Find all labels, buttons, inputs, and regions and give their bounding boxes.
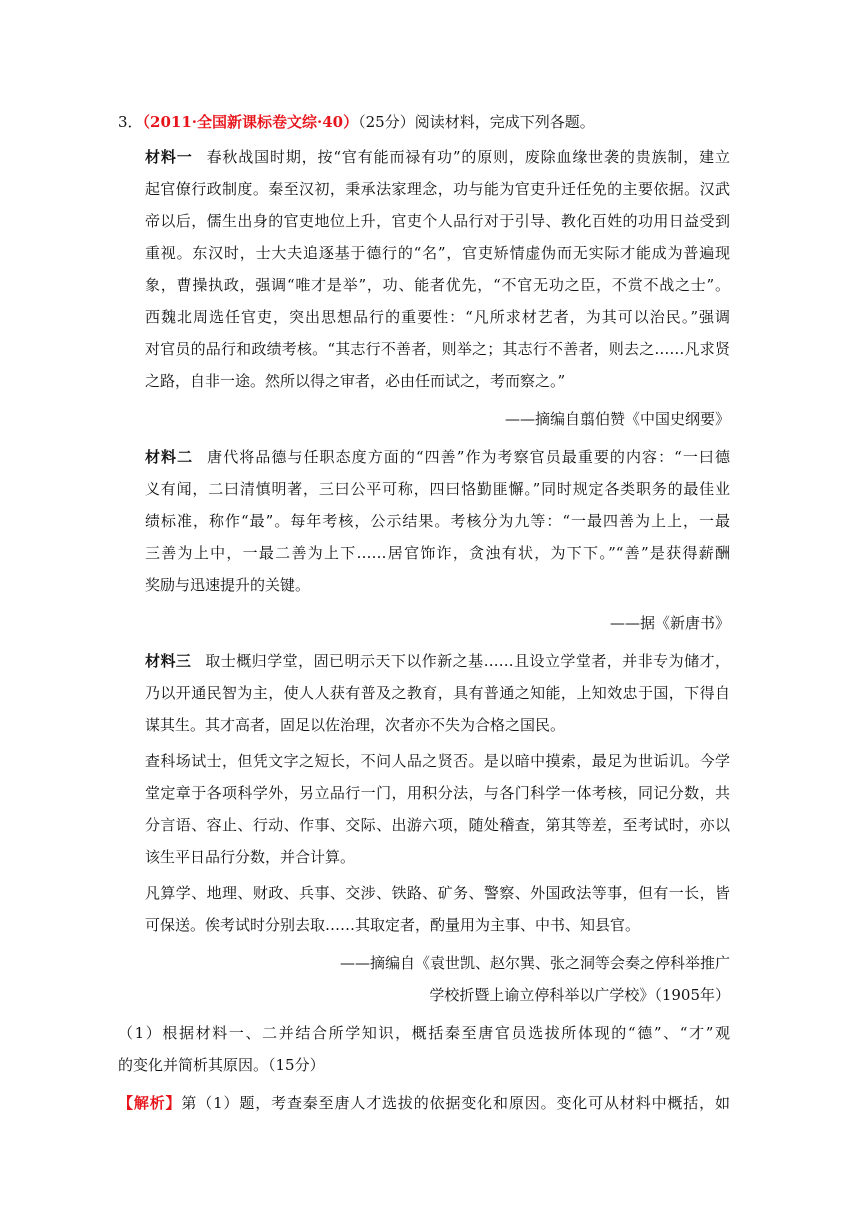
analysis-line bbox=[118, 1092, 730, 1114]
material-3-line: 乃以开通民智为主，使人人获有普及之教育，具有普通之知能，上知效忠于国，下得自 bbox=[145, 684, 730, 702]
material-2-line: 义有闻，二曰清慎明著，三曰公平可称，四曰恪勤匪懈。”同时规定各类职务的最佳业 bbox=[145, 480, 730, 498]
material-1-line: 帝以后，儒生出身的官吏地位上升，官吏个人品行对于引导、教化百姓的功用日益受到 bbox=[145, 212, 730, 230]
material-2-line: 奖励与迅速提升的关键。 bbox=[145, 576, 311, 594]
question-instruction: 阅读材料，完成下列各题。 bbox=[414, 113, 595, 131]
material-1-line: 之路，自非一途。然所以得之审者，必由任而试之，考而察之。” bbox=[145, 372, 566, 390]
question-header bbox=[118, 111, 730, 133]
material-3-line: 可保送。俟考试时分别去取……其取定者，酌量用为主事、中书、知县官。 bbox=[145, 916, 641, 934]
material-1-line: 西魏北周选任官吏，突出思想品行的重要性：“凡所求材艺者，为其可以治民。”强调 bbox=[145, 308, 730, 326]
question-score: （25分） bbox=[358, 113, 415, 131]
material-3-line: 该生平日品行分数，并合计算。 bbox=[145, 848, 356, 866]
material-3-source-line-1: ——摘编自《袁世凯、赵尔巽、张之洞等会奏之停科举推广 bbox=[339, 954, 730, 972]
material-1-line bbox=[145, 146, 730, 168]
material-3-text: 取士概归学堂，固已明示天下以作新之基……且设立学堂者，并非专为储才， bbox=[205, 652, 730, 670]
material-2-text: 唐代将品德与任职态度方面的“四善”作为考察官员最重要的内容：“一曰德 bbox=[207, 448, 730, 466]
material-3-line: 凡算学、地理、财政、兵事、交涉、铁路、矿务、警察、外国政法等事，但有一长，皆 bbox=[145, 884, 730, 902]
material-1-text: 春秋战国时期，按“官有能而禄有功”的原则，废除血缘世袭的贵族制，建立 bbox=[206, 148, 730, 166]
material-3-source-line-2: 学校折暨上谕立停科举以广学校》（1905年） bbox=[429, 986, 730, 1004]
material-1-line: 起官僚行政制度。秦至汉初，秉承法家理念，功与能为官吏升迁任免的主要依据。汉武 bbox=[145, 180, 730, 198]
subquestion-1-line: 的变化并简析其原因。（15分） bbox=[118, 1056, 325, 1074]
material-3-line: 堂定章于各项科学外，另立品行一门，用积分法，与各门科学一体考核，同记分数，共 bbox=[145, 784, 730, 802]
material-3-label: 材料三 bbox=[145, 652, 192, 670]
material-2-source: ——据《新唐书》 bbox=[609, 614, 730, 632]
material-1-line: 重视。东汉时，士大夫追逐基于德行的“名”，官吏矫情虚伪而无实际才能成为普遍现 bbox=[145, 244, 730, 262]
material-2-line bbox=[145, 446, 730, 468]
material-3-line bbox=[145, 650, 730, 672]
material-1-label: 材料一 bbox=[145, 148, 193, 166]
subquestion-1-line: （1）根据材料一、二并结合所学知识，概括秦至唐官员选拔所体现的“德”、“才”观 bbox=[118, 1024, 730, 1042]
analysis-tag: 【解析】 bbox=[118, 1094, 182, 1112]
material-3-line: 查科场试士，但凭文字之短长，不问人品之贤否。是以暗中摸索，最足为世诟讥。今学 bbox=[145, 752, 730, 770]
material-1-source: ——摘编自翦伯赞《中国史纲要》 bbox=[504, 410, 730, 428]
question-source: （2011·全国新课标卷文综·40） bbox=[142, 113, 359, 131]
analysis-text: 第（1）题，考查秦至唐人才选拔的依据变化和原因。变化可从材料中概括，如 bbox=[181, 1094, 730, 1112]
material-2-line: 绩标准，称作“最”。每年考核，公示结果。考核分为九等：“一最四善为上上，一最 bbox=[145, 512, 730, 530]
material-2-line: 三善为上中，一最二善为上下……居官饰诈，贪浊有状，为下下。”“善”是获得薪酬 bbox=[145, 544, 730, 562]
material-1-line: 象，曹操执政，强调“唯才是举”，功、能者优先，“不官无功之臣，不赏不战之士”。 bbox=[145, 276, 730, 294]
material-1-line: 对官员的品行和政绩考核。“其志行不善者，则举之；其志行不善者，则去之……凡求贤 bbox=[145, 340, 730, 358]
material-2-label: 材料二 bbox=[145, 448, 194, 466]
material-3-line: 分言语、容止、行动、作事、交际、出游六项，随处稽查，第其等差，至考试时，亦以 bbox=[145, 816, 730, 834]
material-3-line: 谋其生。其才高者，固足以佐治理，次者亦不失为合格之国民。 bbox=[145, 716, 566, 734]
question-number: 3． bbox=[118, 113, 143, 131]
